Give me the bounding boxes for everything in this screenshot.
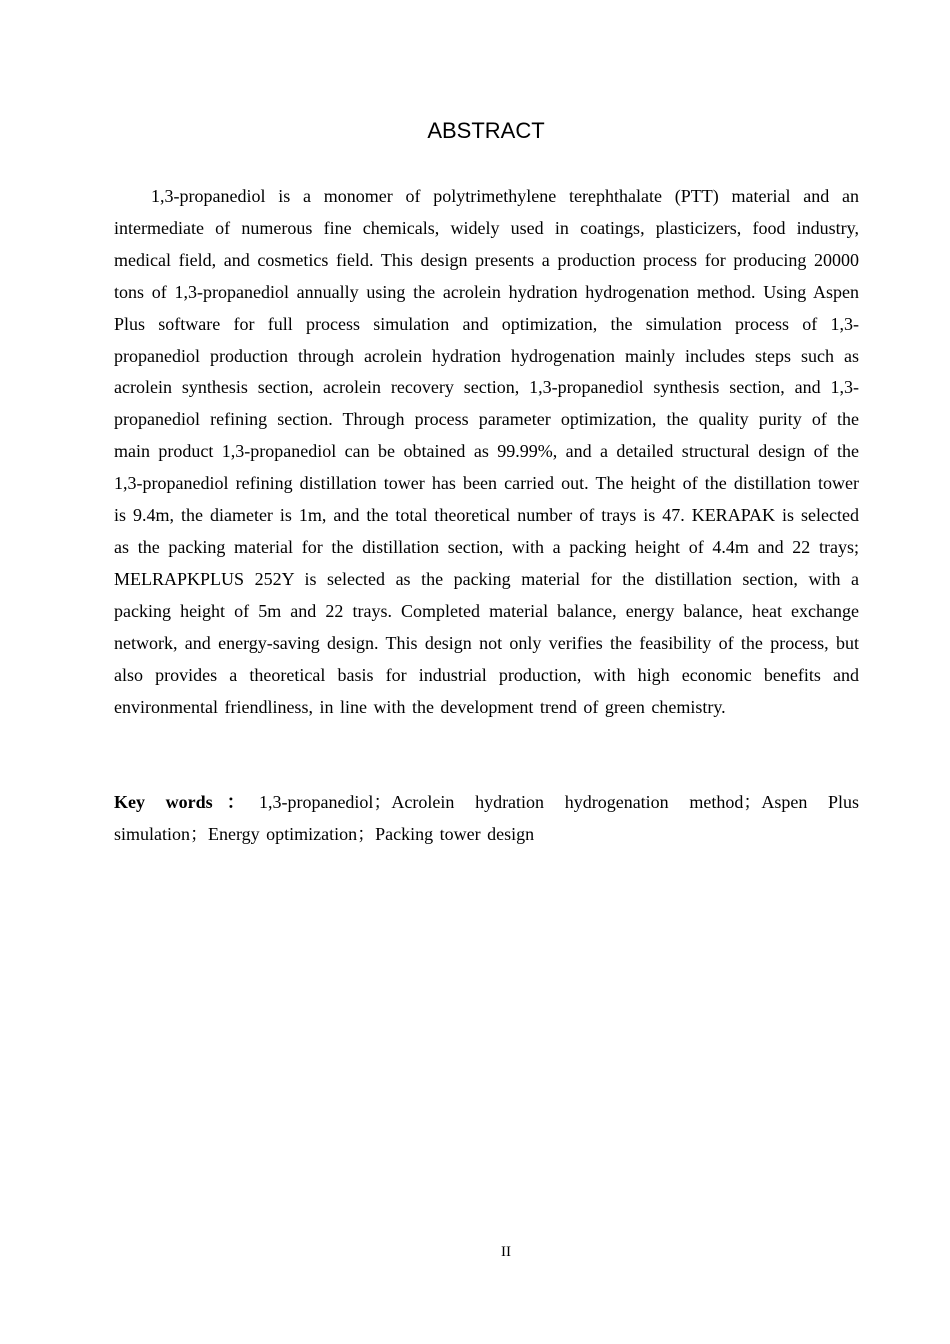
abstract-title: ABSTRACT xyxy=(427,118,545,143)
page-number: II xyxy=(501,1244,511,1260)
keywords-label: Key words： xyxy=(114,792,259,812)
keywords-paragraph xyxy=(114,787,859,851)
keywords-list: 1,3-propanediol；Acrolein hydration hydrogenation method；Aspen Plus simulation；Energy optimization；Packing tower design xyxy=(114,792,859,844)
abstract-paragraph: 1,3-propanediol is a monomer of polytrimethylene terephthalate (PTT) material and an intermediate of numerous fine chemicals, widely used in coatings, plasticizers, food industry, medical field, and cosmetics field. This design presents a production process for producing 20000 tons of 1,3-propanediol annually using the acrolein hydration hydrogenation method. Using Aspen Plus software for full process simulation and optimization, the simulation process of 1,3-propanediol production through acrolein hydration hydrogenation mainly includes steps such as acrolein synthesis section, acrolein recovery section, 1,3-propanediol synthesis section, and 1,3-propanediol refining section. Through process parameter optimization, the quality purity of the main product 1,3-propanediol can be obtained as 99.99%, and a detailed structural design of the 1,3-propanediol refining distillation tower has been carried out. The height of the distillation tower is 9.4m, the diameter is 1m, and the total theoretical number of trays is 47. KERAPAK is selected as the packing material for the distillation section, with a packing height of 4.4m and 22 trays; MELRAPKPLUS 252Y is selected as the packing material for the distillation section, with a packing height of 5m and 22 trays. Completed material balance, energy balance, heat exchange network, and energy-saving design. This design not only verifies the feasibility of the process, but also provides a theoretical basis for industrial production, with high economic benefits and environmental friendliness, in line with the development trend of green chemistry. xyxy=(114,186,859,717)
